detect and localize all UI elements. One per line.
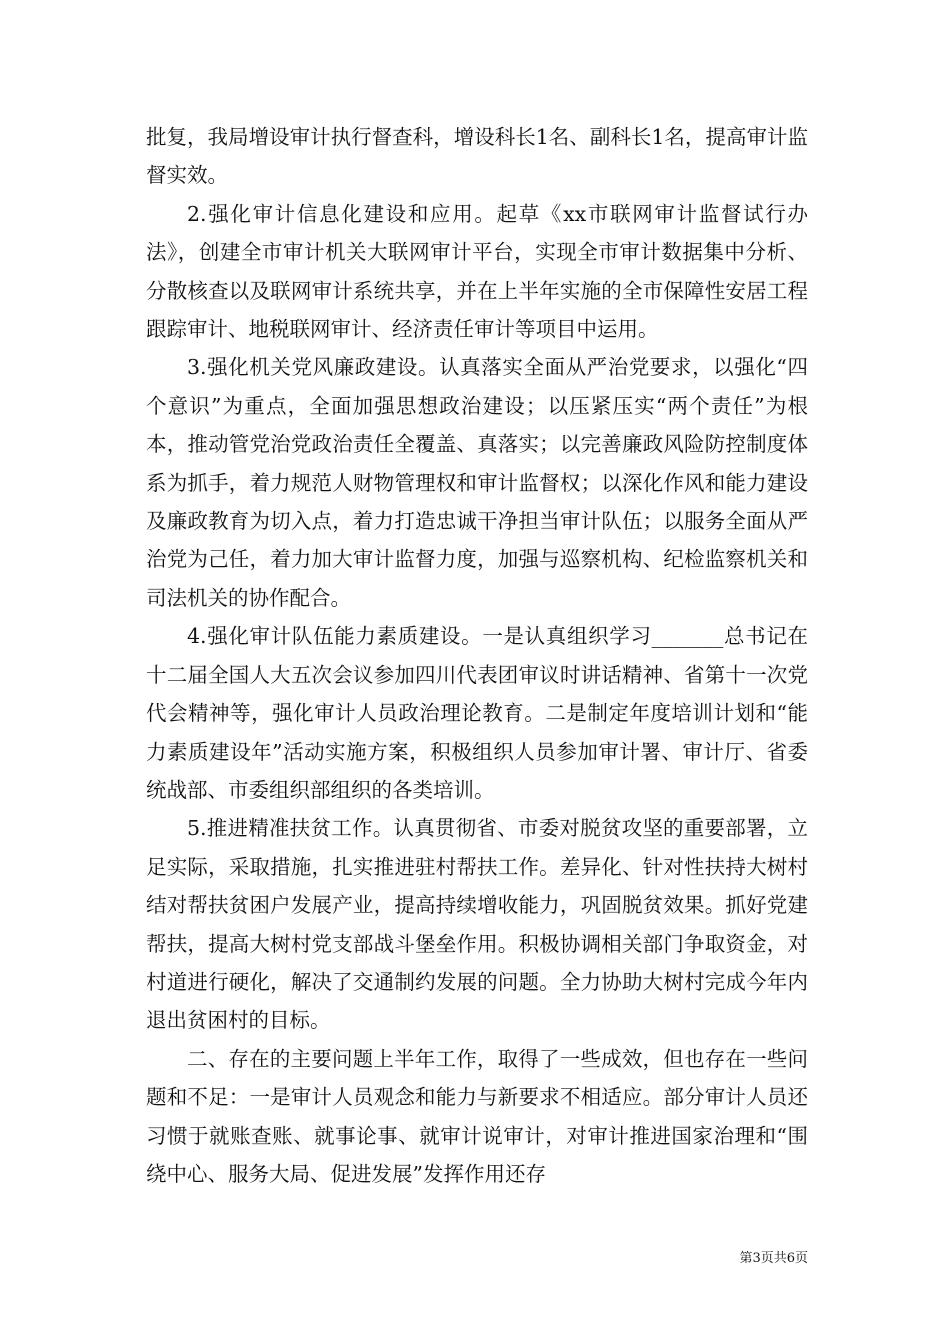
paragraph-continuation: 批复，我局增设审计执行督查科，增设科长1名、副科长1名，提高审计监督实效。 xyxy=(146,125,808,188)
paragraph-poverty-alleviation: 5.推进精准扶贫工作。认真贯彻省、市委对脱贫攻坚的重要部署，立足实际，采取措施，扎实推进驻村帮扶工作。差异化、针对性扶持大树村结对帮扶贫困户发展产业，提高持续增收能力，巩固脱贫效果。抓好党建帮扶，提高大树村党支部战斗堡垒作用。积极协调相关部门争取资金，对村道进行硬化，解决了交通制约发展的问题。全力协助大树村完成今年内退出贫困村的目标。 xyxy=(146,816,808,1033)
paragraph-informatization: 2.强化审计信息化建设和应用。起草《xx市联网审计监督试行办法》，创建全市审计机关大联网审计平台，实现全市审计数据集中分析、分散核查以及联网审计系统共享，并在上半年实施的全市保障性安居工程跟踪审计、地税联网审计、经济责任审计等项目中运用。 xyxy=(146,201,808,342)
body-text xyxy=(146,118,808,1193)
page-number: 第3页共6页 xyxy=(739,1251,808,1266)
paragraph-party-conduct: 3.强化机关党风廉政建设。认真落实全面从严治党要求，以强化“四个意识”为重点，全面加强思想政治建设；以压紧压实“两个责任”为根本，推动管党治党政治责任全覆盖、真落实；以完善廉政风险防控制度体系为抓手，着力规范人财物管理权和审计监督权；以深化作风和能力建设及廉政教育为切入点，着力打造忠诚干净担当审计队伍；以服务全面从严治党为己任，着力加大审计监督力度，加强与巡察机构、纪检监察机关和司法机关的协作配合。 xyxy=(146,355,808,610)
paragraph-team-building: 4.强化审计队伍能力素质建设。一是认真组织学习_______总书记在十二届全国人大五次会议参加四川代表团审议时讲话精神、省第十一次党代会精神等，强化审计人员政治理论教育。二是制定年度培训计划和“能力素质建设年”活动实施方案，积极组织人员参加审计署、审计厅、省委统战部、市委组织部组织的各类培训。 xyxy=(146,624,808,802)
paragraph-main-problems: 二、存在的主要问题上半年工作，取得了一些成效，但也存在一些问题和不足：一是审计人员观念和能力与新要求不相适应。部分审计人员还习惯于就账查账、就事论事、就审计说审计，对审计推进国家治理和“围绕中心、服务大局、促进发展”发挥作用还存 xyxy=(146,1046,808,1186)
